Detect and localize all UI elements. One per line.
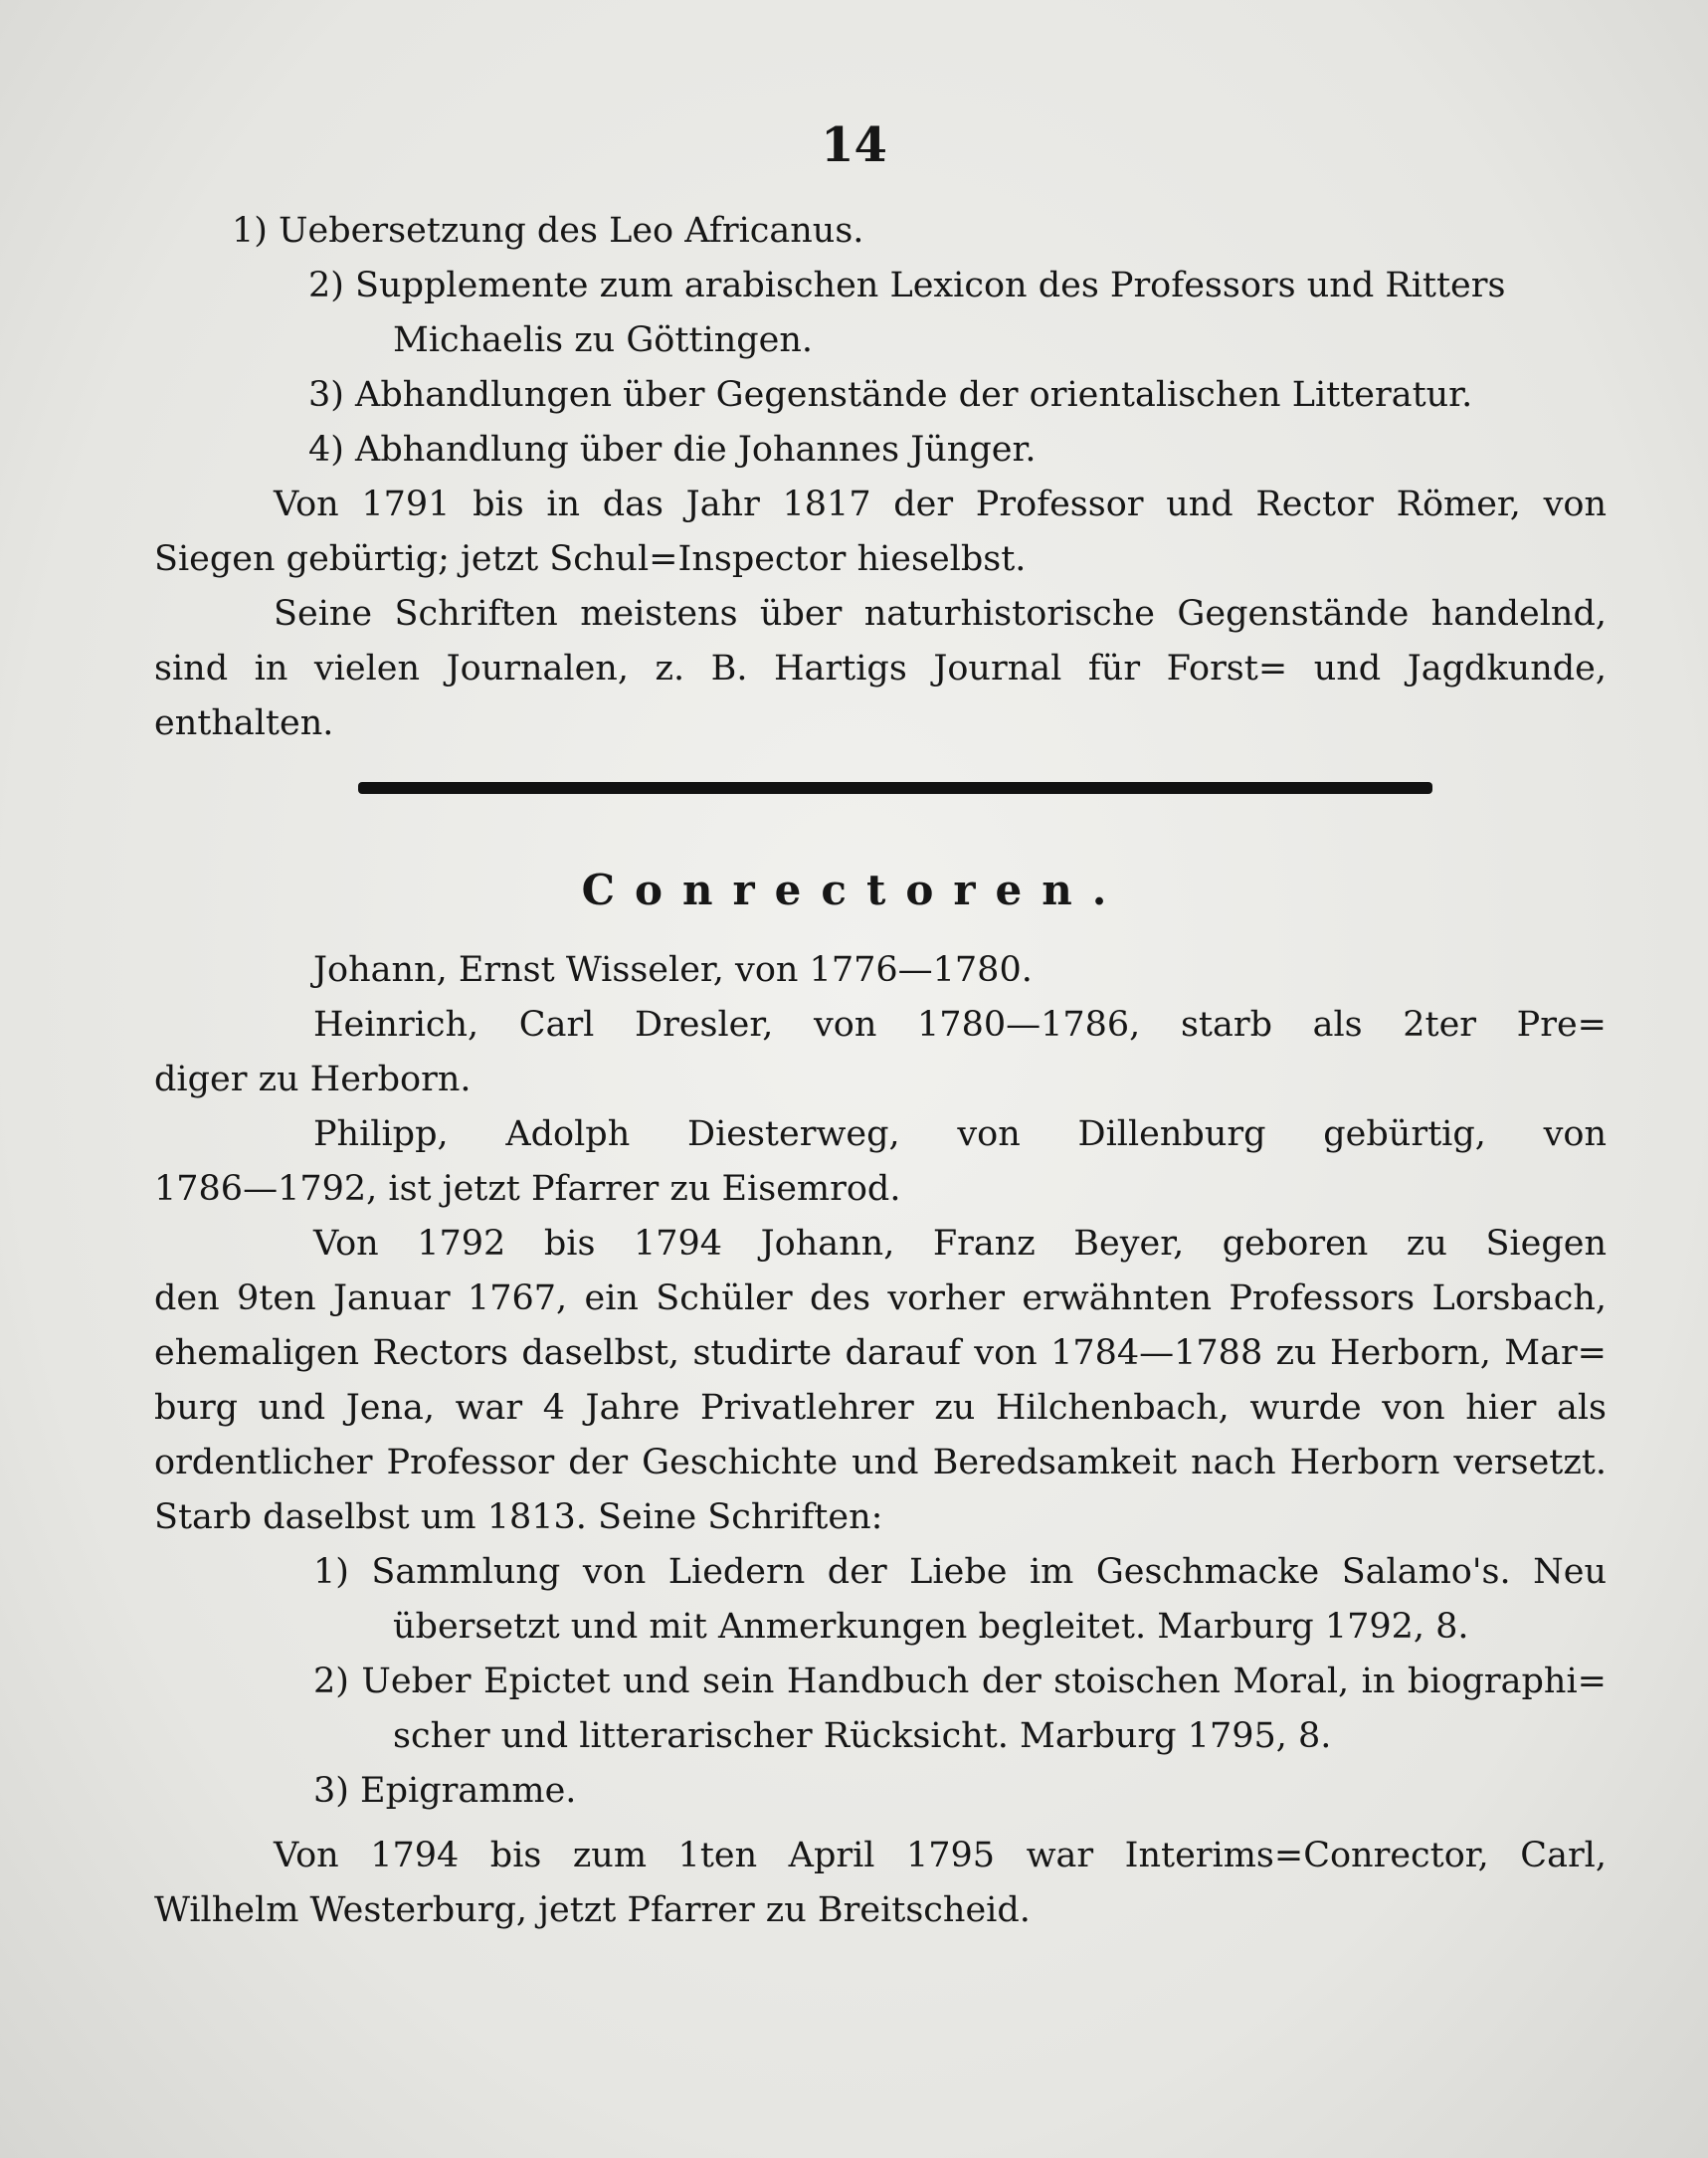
paragraph-line: Siegen gebürtig; jetzt Schul=Inspector hieselbst. [154, 539, 1027, 579]
section-divider [358, 782, 1432, 794]
paragraph-line: Von 1791 bis in das Jahr 1817 der Professor und Rector Römer, von [274, 485, 1607, 524]
page-number: 14 [821, 117, 887, 173]
entry-line: Von 1792 bis 1794 Johann, Franz Beyer, geboren zu Siegen [313, 1224, 1607, 1264]
list-item: Michaelis zu Göttingen. [393, 320, 814, 360]
list-item: 1) Sammlung von Liedern der Liebe im Geschmacke Salamo's. Neu [313, 1552, 1607, 1592]
section-heading: Conrectoren. [581, 866, 1127, 914]
list-item: 2) Ueber Epictet und sein Handbuch der stoischen Moral, in biographi= [313, 1662, 1607, 1701]
entry-line: diger zu Herborn. [154, 1060, 472, 1099]
entry-line: Von 1794 bis zum 1ten April 1795 war Interims=Conrector, Carl, [274, 1836, 1607, 1875]
entry-line: Wilhelm Westerburg, jetzt Pfarrer zu Breitscheid. [154, 1890, 1031, 1930]
entry-line: Johann, Ernst Wisseler, von 1776—1780. [313, 950, 1033, 990]
entry-line: den 9ten Januar 1767, ein Schüler des vorher erwähnten Professors Lorsbach, [154, 1278, 1607, 1318]
list-item: übersetzt und mit Anmerkungen begleitet. Marburg 1792, 8. [393, 1607, 1469, 1647]
list-item: 4) Abhandlung über die Johannes Jünger. [308, 430, 1037, 470]
entry-line: Philipp, Adolph Diesterweg, von Dillenburg gebürtig, von [313, 1114, 1607, 1154]
entry-line: Heinrich, Carl Dresler, von 1780—1786, starb als 2ter Pre= [313, 1005, 1607, 1045]
list-item: scher und litterarischer Rücksicht. Marburg 1795, 8. [393, 1716, 1332, 1756]
list-item: 3) Epigramme. [313, 1771, 577, 1811]
list-item: 3) Abhandlungen über Gegenstände der orientalischen Litteratur. [308, 375, 1473, 415]
entry-line: ehemaligen Rectors daselbst, studirte darauf von 1784—1788 zu Herborn, Mar= [154, 1333, 1607, 1373]
entry-line: ordentlicher Professor der Geschichte und Beredsamkeit nach Herborn versetzt. [154, 1443, 1607, 1482]
paragraph-line: sind in vielen Journalen, z. B. Hartigs Journal für Forst= und Jagdkunde, [154, 649, 1607, 688]
entry-line: 1786—1792, ist jetzt Pfarrer zu Eisemrod. [154, 1169, 901, 1209]
entry-line: burg und Jena, war 4 Jahre Privatlehrer zu Hilchenbach, wurde von hier als [154, 1388, 1607, 1428]
list-item: 2) Supplemente zum arabischen Lexicon des Professors und Ritters [308, 266, 1506, 305]
list-item: 1) Uebersetzung des Leo Africanus. [232, 211, 864, 251]
paragraph-line: enthalten. [154, 703, 334, 743]
paragraph-line: Seine Schriften meistens über naturhistorische Gegenstände handelnd, [274, 594, 1607, 634]
entry-line: Starb daselbst um 1813. Seine Schriften: [154, 1497, 883, 1537]
